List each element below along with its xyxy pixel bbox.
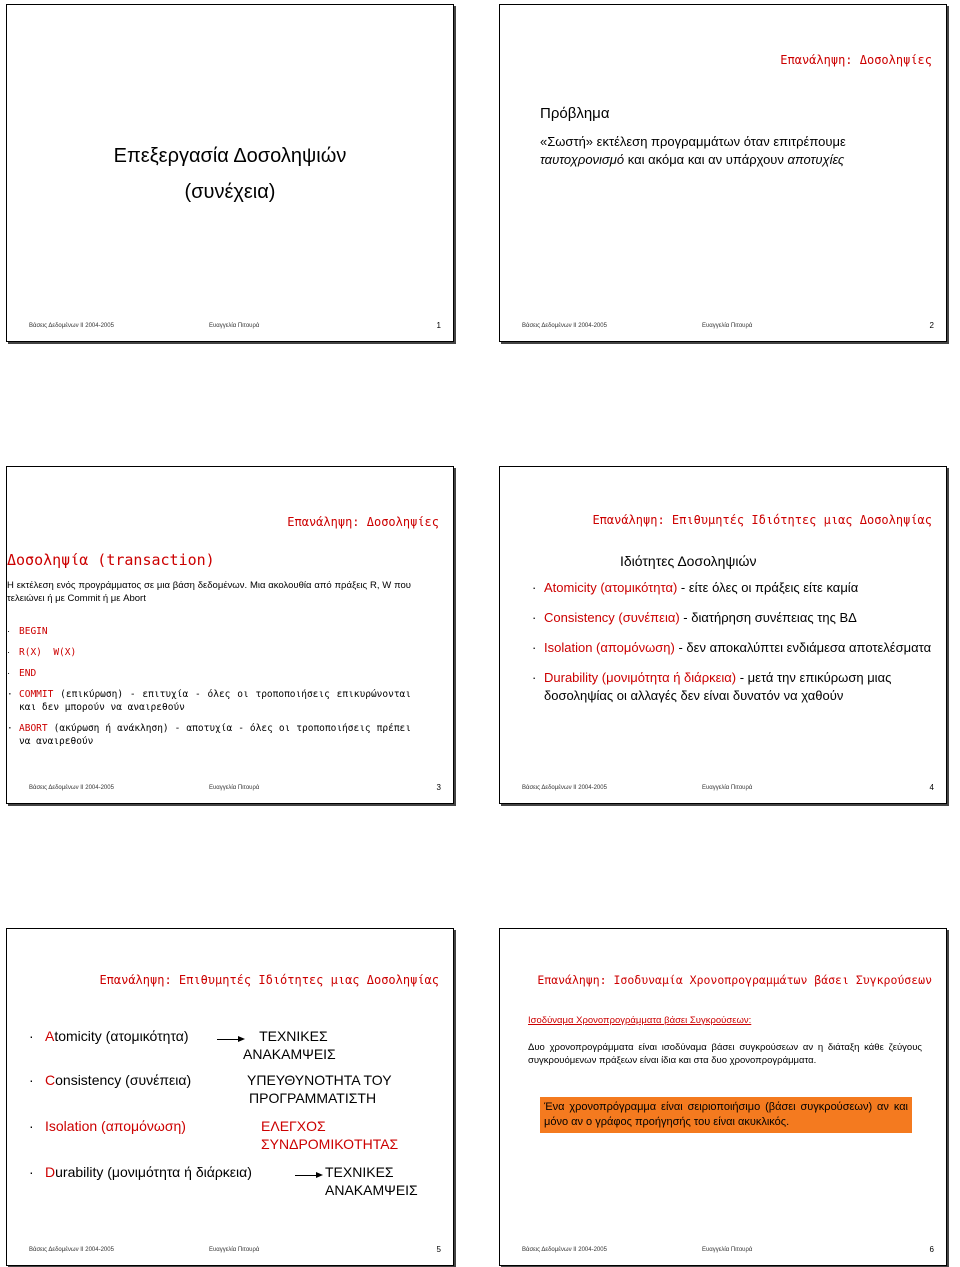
property-desc: - διατήρηση συνέπειας της ΒΔ (679, 610, 857, 625)
target-line: ΠΡΟΓΡΑΜΜΑΤΙΣΤΗ (249, 1090, 377, 1106)
slide-footer (522, 783, 934, 797)
acid-letter: D (544, 670, 554, 685)
property-desc: - είτε όλες οι πράξεις είτε καμία (677, 580, 859, 595)
mapping-target (325, 1163, 418, 1199)
footer-course: Βάσεις Δεδομένων ΙΙ 2004-2005 (29, 1247, 114, 1253)
mapping-target (243, 1027, 336, 1063)
arrow-icon (217, 1031, 245, 1041)
target-line: ΑΝΑΚΑΜΨΕΙΣ (325, 1182, 418, 1198)
footer-course: Βάσεις Δεδομένων ΙΙ 2004-2005 (29, 785, 114, 791)
keyword: COMMIT (19, 689, 54, 700)
target-line: ΑΝΑΚΑΜΨΕΙΣ (243, 1046, 336, 1062)
slide-1 (6, 4, 454, 342)
page-number: 5 (436, 1245, 441, 1254)
page-number: 1 (436, 321, 441, 330)
bullet: · (29, 1028, 34, 1044)
list-item-rw: · R(X) W(X) (7, 647, 77, 658)
slide-footer (29, 783, 441, 797)
mapping-row-isolation (29, 1117, 449, 1163)
footer-course: Βάσεις Δεδομένων ΙΙ 2004-2005 (29, 323, 114, 329)
property-name: solation (απομόνωση) (48, 1118, 186, 1134)
target-line: ΤΕΧΝΙΚΕΣ (325, 1164, 394, 1180)
item-text: (ακύρωση ή ανάκληση) - αποτυχία - όλες οι τροποποιήσεις πρέπει να αναιρεθούν (19, 723, 411, 747)
property-name: onsistency (553, 610, 615, 625)
footer-course: Βάσεις Δεδομένων ΙΙ 2004-2005 (522, 1247, 607, 1253)
slide-footer (29, 1245, 441, 1259)
target-line: ΤΕΧΝΙΚΕΣ (259, 1028, 328, 1044)
property (45, 1071, 191, 1089)
list-item-durability: · Durability (μονιμότητα ή διάρκεια) - μετά την επικύρωση μιας δοσοληψίας οι αλλαγές δεν είναι δυνατόν να χαθούν (532, 670, 892, 703)
mapping-target (261, 1117, 398, 1153)
property-greek: (συνέπεια) (614, 610, 680, 625)
theorem-box: Ένα χρονοπρόγραμμα είναι σειριοποιήσιμο (βάσει συγκρούσεων) αν και μόνο αν ο γράφος προήγησής του είναι ακυκλικός. (540, 1097, 912, 1133)
list-item-atomicity: · Atomicity (ατομικότητα) - είτε όλες οι πράξεις είτε καμία (532, 580, 859, 595)
slide-text (540, 133, 940, 169)
footer-author: Ευαγγελία Πιτουρά (702, 1247, 753, 1253)
property-greek: (ατομικότητα) (596, 580, 678, 595)
acid-letter: C (544, 610, 554, 625)
page-number: 3 (436, 783, 441, 792)
page-number: 6 (929, 1245, 934, 1254)
property-desc: - μετά την επικύρωση μιας δοσοληψίας οι αλλαγές δεν είναι δυνατόν να χαθούν (544, 670, 892, 703)
keyword: R(X) W(X) (19, 647, 77, 658)
property-name: urability (μονιμότητα ή διάρκεια) (55, 1164, 252, 1180)
definition-text: Δυο χρονοπρογράμματα είναι ισοδύναμα βάσει συγκρούσεων αν η διάταξη κάθε ζεύγους συγκρουόμενων πράξεων είναι ίδια και στα δυο χρονοπρογράμματα. (528, 1042, 922, 1066)
bullet: · (29, 1118, 34, 1134)
acid-list (532, 579, 932, 705)
slide-header: Επανάληψη: Επιθυμητές Ιδιότητες μιας Δοσοληψίας (99, 973, 439, 987)
slide-5 (6, 928, 454, 1266)
slide-title: Επεξεργασία Δοσοληψιών (113, 145, 347, 167)
target-line: ΕΛΕΓΧΟΣ (261, 1118, 326, 1134)
bullet: · (29, 1164, 34, 1180)
property-name: urability (553, 670, 599, 685)
slide-heading: Ιδιότητες Δοσοληψιών (620, 553, 757, 569)
property (45, 1163, 252, 1181)
list-item-consistency: · Consistency (συνέπεια) - διατήρηση συνέπειας της ΒΔ (532, 610, 857, 625)
page-number: 4 (929, 783, 934, 792)
property-name: tomicity (552, 580, 597, 595)
list-item-isolation: · Isolation (απομόνωση) - δεν αποκαλύπτει ενδιάμεσα αποτελέσματα (532, 640, 932, 655)
footer-course: Βάσεις Δεδομένων ΙΙ 2004-2005 (522, 785, 607, 791)
property-name: tomicity (ατομικότητα) (54, 1028, 189, 1044)
failures-term: αποτυχίες (787, 152, 845, 167)
footer-author: Ευαγγελία Πιτουρά (209, 785, 260, 791)
keyword: END (19, 668, 37, 679)
acid-letter: I (45, 1118, 49, 1134)
acid-letter: I (544, 640, 548, 655)
slide-header: Επανάληψη: Δοσοληψίες (780, 53, 932, 67)
acid-letter: D (45, 1164, 56, 1180)
list-item-begin: · BEGIN (7, 626, 48, 637)
page-number: 2 (929, 321, 934, 330)
footer-author: Ευαγγελία Πιτουρά (702, 785, 753, 791)
slide-2 (499, 4, 947, 342)
slide-header: Επανάληψη: Επιθυμητές Ιδιότητες μιας Δοσοληψίας (592, 513, 932, 527)
acid-mapping (29, 1027, 449, 1203)
text-line-1: «Σωστή» εκτέλεση προγραμμάτων όταν επιτρέπουμε (540, 134, 846, 149)
acid-letter: A (544, 580, 553, 595)
property-greek: (απομόνωση) (592, 640, 675, 655)
slide-header: Επανάληψη: Ισοδυναμία Χρονοπρογραμμάτων βάσει Συγκρούσεων (537, 973, 932, 987)
property-name: onsistency (συνέπεια) (55, 1072, 192, 1088)
slide-footer (29, 321, 441, 335)
property-greek: (μονιμότητα ή διάρκεια) (598, 670, 737, 685)
slide-subtitle: (συνέχεια) (184, 181, 276, 203)
slide-header: Επανάληψη: Δοσοληψίες (287, 515, 439, 529)
slide-footer (522, 321, 934, 335)
slide-6 (499, 928, 947, 1266)
item-text: (επικύρωση) - επιτυχία - όλες οι τροποποιήσεις επικυρώνονται και δεν μπορούν να αναιρεθούν (19, 689, 411, 713)
list-item-commit: · COMMIT (επικύρωση) - επιτυχία - όλες οι τροποποιήσεις επικυρώνονται και δεν μπορούν να αναιρεθούν (7, 689, 411, 713)
slide-intro: Η εκτέλεση ενός προγράμματος σε μια βάση δεδομένων. Μια ακολουθία από πράξεις R, W που τελειώνει ή με Commit ή με Abort (7, 580, 411, 604)
mapping-row-durability (29, 1163, 449, 1203)
slide-heading: Πρόβλημα (540, 105, 610, 122)
footer-author: Ευαγγελία Πιτουρά (209, 1247, 260, 1253)
keyword: ABORT (19, 723, 48, 734)
keyword: BEGIN (19, 626, 48, 637)
slide-3 (6, 466, 454, 804)
text-fragment: και ακόμα και αν υπάρχουν (624, 152, 788, 167)
property-desc: - δεν αποκαλύπτει ενδιάμεσα αποτελέσματα (674, 640, 932, 655)
target-line: ΣΥΝΔΡΟΜΙΚΟΤΗΤΑΣ (261, 1136, 399, 1152)
property-name: solation (547, 640, 593, 655)
acid-letter: A (45, 1028, 55, 1044)
slide-4 (499, 466, 947, 804)
transaction-list (7, 625, 411, 748)
mapping-target (247, 1071, 392, 1107)
property (45, 1117, 186, 1135)
concurrency-term: ταυτοχρονισμό (540, 152, 625, 167)
slide-heading: Ισοδύναμα Χρονοπρογράμματα βάσει Συγκρούσεων: (528, 1015, 752, 1026)
acid-letter: C (45, 1072, 56, 1088)
text-line-2 (540, 151, 940, 169)
slide-title: Δοσοληψία (transaction) (7, 551, 215, 569)
footer-course: Βάσεις Δεδομένων ΙΙ 2004-2005 (522, 323, 607, 329)
slide-footer (522, 1245, 934, 1259)
target-line: ΥΠΕΥΘΥΝΟΤΗΤΑ ΤΟΥ (247, 1072, 392, 1088)
arrow-icon (295, 1167, 323, 1177)
footer-author: Ευαγγελία Πιτουρά (209, 323, 260, 329)
bullet: · (29, 1072, 34, 1088)
mapping-row-consistency (29, 1071, 449, 1117)
list-item-end: · END (7, 668, 37, 679)
list-item-abort: · ABORT (ακύρωση ή ανάκληση) - αποτυχία - όλες οι τροποποιήσεις πρέπει να αναιρεθούν (7, 723, 411, 747)
footer-author: Ευαγγελία Πιτουρά (702, 323, 753, 329)
property (45, 1027, 189, 1045)
mapping-row-atomicity (29, 1027, 449, 1071)
